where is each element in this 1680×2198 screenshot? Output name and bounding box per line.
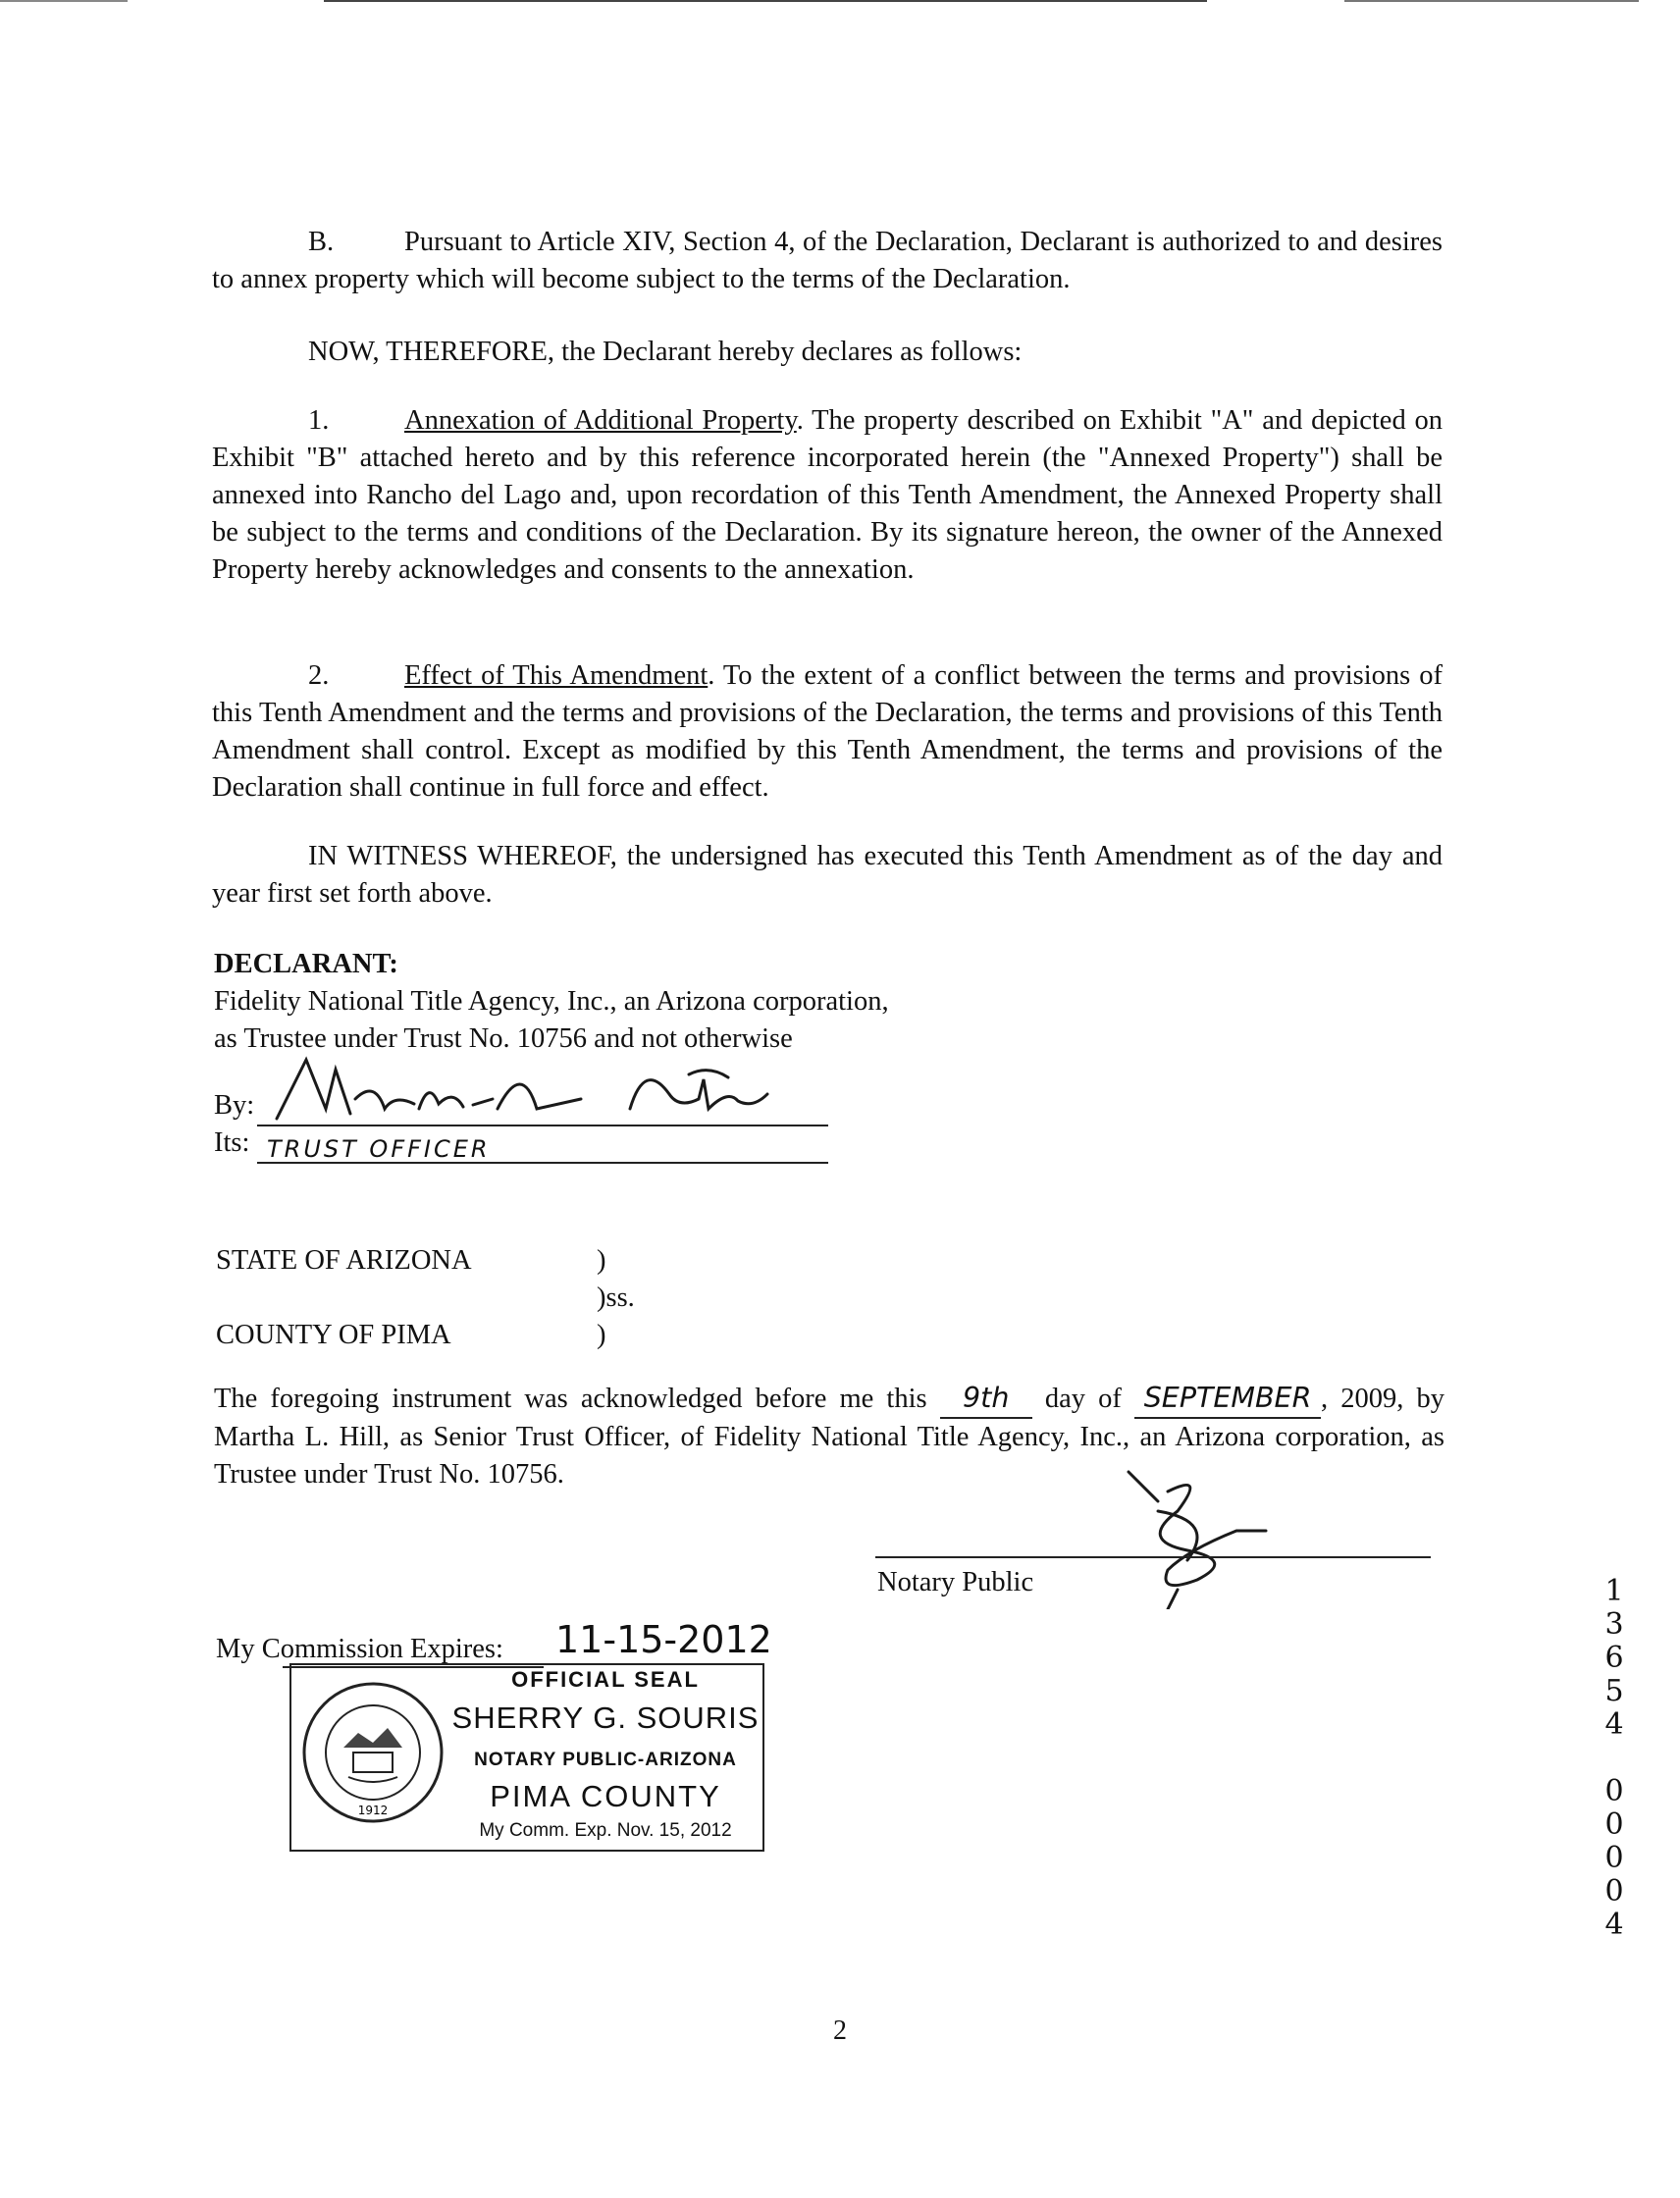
recording-number (1600, 1575, 1629, 1942)
recording-digit: 4 (1604, 1908, 1624, 1942)
recording-digit: 4 (1604, 1707, 1624, 1742)
paragraph-number: 1. (308, 405, 330, 436)
by-label: By: (214, 1090, 255, 1121)
paragraph-text: . To the extent of a conflict between the terms and provisions of this Tenth Amendment and the terms and provisions of the Declaration, the terms and provisions of this Tenth Amendment shall control. Except as modified by this Tenth Amendment, the terms and provisions of the Declaration shall continue in full force and effect. (212, 660, 1443, 803)
paragraph-witness (212, 838, 1443, 913)
venue-paren-open: ) (597, 1245, 606, 1276)
paragraph-effect (212, 657, 1443, 807)
scan-edge-line (1344, 0, 1639, 2)
ack-day-value: 9th (940, 1380, 1032, 1419)
paragraph-now-therefore (212, 334, 1443, 371)
paragraph-text: IN WITNESS WHEREOF, the undersigned has executed this Tenth Amendment as of the day and year first set forth above. (212, 841, 1443, 909)
scan-edge-line (0, 0, 128, 2)
paragraph-label: B. (308, 227, 335, 257)
its-label: Its: (214, 1127, 250, 1158)
ack-text-1: The foregoing instrument was acknowledged before me this (214, 1384, 927, 1414)
paragraph-heading: Annexation of Additional Property (404, 405, 797, 436)
paragraph-heading: Effect of This Amendment (404, 660, 709, 691)
seal-year: 1912 (357, 1804, 389, 1817)
recording-digit: 0 (1604, 1774, 1624, 1808)
seal-notary-name: SHERRY G. SOURIS (451, 1701, 760, 1735)
ack-text-2: day of (1044, 1384, 1122, 1414)
recording-digit: 1 (1604, 1574, 1624, 1608)
state-seal-icon (299, 1679, 446, 1826)
notary-signature (1099, 1462, 1276, 1609)
recording-digit: 0 (1604, 1841, 1624, 1875)
paragraph-annexation (212, 402, 1443, 589)
declarant-heading: DECLARANT: (214, 949, 398, 979)
declarant-signature (257, 1040, 807, 1128)
recording-digit: 5 (1604, 1674, 1624, 1708)
commission-value: 11-15-2012 (555, 1618, 772, 1661)
recording-digit: 6 (1604, 1641, 1624, 1675)
seal-notary-title: NOTARY PUBLIC-ARIZONA (474, 1750, 737, 1770)
recording-digit: 3 (1604, 1607, 1624, 1642)
recording-digit (1600, 1742, 1629, 1775)
ack-text-3: , 2009, by Martha L. Hill, as Senior Trust Officer, of Fidelity National Title Agency, Inc., an Arizona corporation, as Trustee under Trust No. 10756. (214, 1384, 1445, 1490)
recording-digit: 0 (1604, 1874, 1624, 1909)
notary-seal (289, 1663, 764, 1852)
paragraph-text: . The property described on Exhibit "A" and depicted on Exhibit "B" attached hereto and by this reference incorporated herein (the "Annexed Property") shall be annexed into Rancho del Lago and, upon recordation of this Tenth Amendment, the Annexed Property shall be subject to the terms and conditions of the Declaration. By its signature hereon, the owner of the Annexed Property hereby acknowledges and consents to the annexation. (212, 405, 1443, 585)
paragraph-text: NOW, THEREFORE, the Declarant hereby declares as follows: (308, 337, 1023, 367)
venue-paren-close: ) (597, 1320, 606, 1350)
venue-state: STATE OF ARIZONA (216, 1245, 472, 1276)
venue-ss: )ss. (597, 1282, 635, 1313)
notary-line (875, 1556, 1431, 1558)
ack-month-value: SEPTEMBER (1134, 1380, 1321, 1419)
paragraph-b (212, 224, 1443, 298)
seal-county: PIMA COUNTY (490, 1779, 721, 1813)
commission-label: My Commission Expires: (216, 1634, 503, 1664)
scan-edge-line (324, 0, 1207, 2)
paragraph-text: Pursuant to Article XIV, Section 4, of the Declaration, Declarant is authorized to and desires to annex property which will become subject to the terms of the Declaration. (212, 227, 1443, 294)
page-number: 2 (833, 2015, 847, 2046)
declarant-line-1: Fidelity National Title Agency, Inc., an Arizona corporation, (214, 986, 889, 1017)
venue-county: COUNTY OF PIMA (216, 1320, 451, 1350)
declarant-line-2: as Trustee under Trust No. 10756 and not otherwise (214, 1023, 793, 1054)
paragraph-number: 2. (308, 660, 330, 691)
seal-expiration: My Comm. Exp. Nov. 15, 2012 (479, 1820, 732, 1841)
seal-title: OFFICIAL SEAL (511, 1667, 700, 1692)
recording-digit: 0 (1604, 1807, 1624, 1842)
its-value: TRUST OFFICER (267, 1135, 491, 1163)
notary-label: Notary Public (877, 1567, 1034, 1597)
